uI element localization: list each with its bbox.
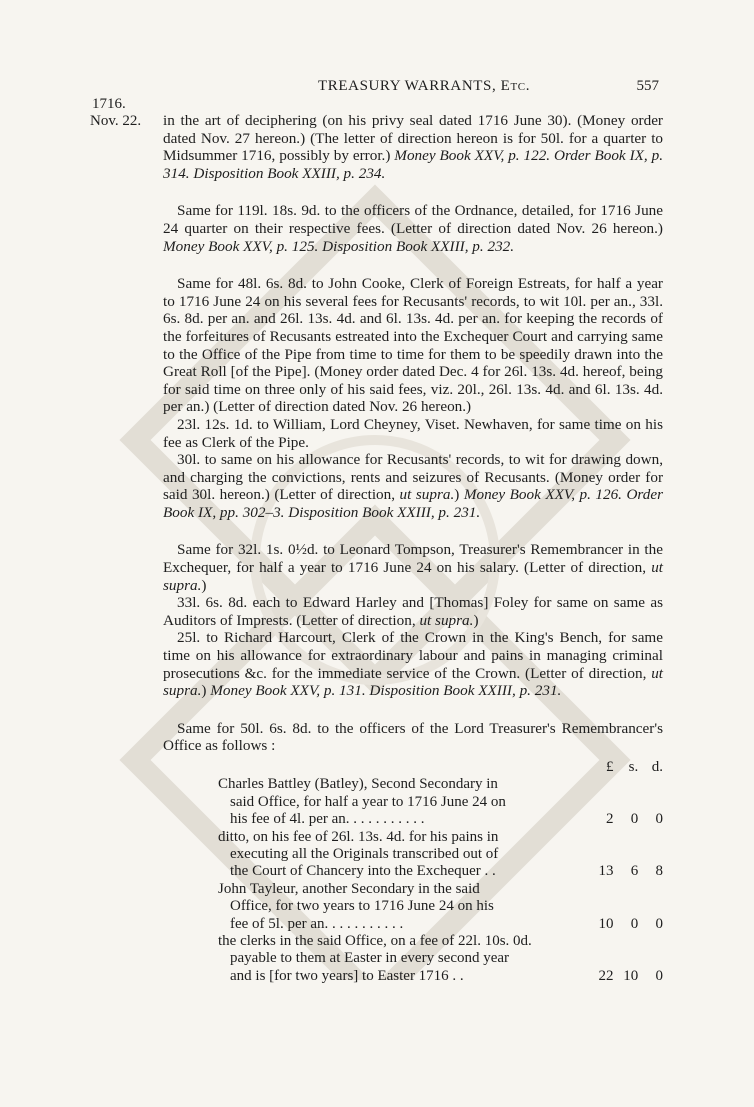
ut-supra: ut supra. bbox=[419, 611, 474, 629]
paragraph-line: is for 50l. for a quarter to Midsummer 1716, possibly by error.) bbox=[163, 129, 664, 165]
fee-line: John Tayleur, another Secondary in the said bbox=[218, 880, 480, 897]
header-pence: d. bbox=[651, 759, 663, 775]
paren-close: ) bbox=[201, 576, 207, 594]
fee-line: ditto, on his fee of 26l. 13s. 4d. for his pains in bbox=[218, 828, 499, 845]
amount-pence: 0 bbox=[655, 811, 663, 828]
amount-shillings: 10 bbox=[623, 967, 639, 984]
amount-shillings: 6 bbox=[630, 863, 639, 880]
fee-table-header bbox=[218, 759, 663, 776]
amount-pounds: 22 bbox=[598, 967, 614, 984]
paragraph-tompson bbox=[163, 541, 663, 594]
paragraph-line: in the art of deciphering (on his privy seal dated 1716 June 30). bbox=[163, 112, 572, 129]
paragraph-text: 23l. 12s. 1d. to William, Lord Cheyney, Viset. Newhaven, for same time on his fee as Clerk of the Pipe. bbox=[163, 415, 663, 451]
header-pounds: £ bbox=[605, 759, 614, 775]
fee-line: payable to them at Easter in every second year bbox=[230, 950, 510, 967]
paragraph-continuation bbox=[163, 112, 663, 182]
paragraph-text: Same for 50l. 6s. 8d. to the officers of the Lord Treasurer's Remembrancer's Office as follows : bbox=[163, 719, 663, 755]
source-references: Money Book XXV, p. 126. Order Book IX, pp. 302–3. Disposition Book XXIII, p. 231. bbox=[163, 486, 664, 521]
margin-date: Nov. 22. bbox=[90, 113, 142, 129]
source-references: Money Book XXV, p. 125. Disposition Book XXIII, p. 232. bbox=[163, 237, 515, 255]
amount-pence: 8 bbox=[655, 863, 663, 880]
paragraph-text: 33l. 6s. 8d. each to Edward Harley and [Thomas] Foley for same on same as Auditors of Imprests. (Letter of direction, bbox=[163, 594, 663, 629]
running-head: TREASURY WARRANTS, Etc. bbox=[318, 78, 531, 94]
fee-line: his fee of 4l. per an. . . . . . . . . . . bbox=[230, 811, 425, 828]
amount-pounds: 2 bbox=[605, 811, 614, 828]
table-row bbox=[218, 881, 663, 933]
paragraph-harley-foley bbox=[163, 594, 663, 629]
paragraph-text: 30l. to same on his allowance for Recusants' records, to wit for drawing down, and charging the convictions, rents and seizures of Recusants. (Money order for said 30l. hereon.) (Letter of direction, bbox=[163, 451, 663, 504]
fee-line: executing all the Originals transcribed out of bbox=[230, 846, 499, 863]
fee-line: Charles Battley (Batley), Second Secondary in bbox=[218, 776, 498, 793]
body-text bbox=[163, 112, 663, 985]
table-row bbox=[218, 829, 663, 881]
ut-supra: ut supra. bbox=[399, 486, 455, 504]
fee-line: and is [for two years] to Easter 1716 . . bbox=[230, 967, 464, 984]
fee-line: the clerks in the said Office, on a fee of 22l. 10s. 0d. bbox=[218, 933, 532, 950]
paragraph-ordnance bbox=[163, 202, 663, 255]
source-references: Money Book XXV, p. 122. Order Book IX, p. 314. Disposition Book XXIII, p. 234. bbox=[163, 147, 663, 182]
fee-line: fee of 5l. per an. . . . . . . . . . . bbox=[230, 915, 404, 932]
paragraph-text: Same for 32l. 1s. 0½d. to Leonard Tompson, Treasurer's Remembrancer in the Exchequer, for half a year to 1716 June 24 on his salary. (Letter of direction, bbox=[163, 541, 663, 577]
table-row bbox=[218, 776, 663, 828]
paren-close: ) bbox=[454, 486, 460, 504]
amount-shillings: 0 bbox=[630, 811, 639, 828]
fee-line: said Office, for half a year to 1716 June 24 on bbox=[230, 793, 506, 810]
fee-table bbox=[218, 759, 663, 985]
amount-pence: 0 bbox=[655, 915, 663, 932]
paragraph-remembrancer-office bbox=[163, 720, 663, 755]
table-row bbox=[218, 933, 663, 985]
paragraph-harcourt bbox=[163, 629, 663, 699]
paren-close: ) bbox=[201, 682, 207, 700]
source-references: Money Book XXV, p. 131. Disposition Book XXIII, p. 231. bbox=[210, 682, 562, 700]
amount-pence: 0 bbox=[655, 967, 663, 984]
ut-supra: ut supra. bbox=[163, 559, 664, 594]
paragraph-text: Same for 119l. 18s. 9d. to the officers of the Ordnance, detailed, for 1716 June 24 quarter on their respective fees. (Letter of direction dated Nov. 26 hereon.) bbox=[163, 202, 663, 237]
ut-supra: ut supra. bbox=[163, 664, 664, 700]
amount-shillings: 0 bbox=[630, 915, 639, 932]
paragraph-recusants bbox=[163, 451, 663, 521]
fee-line: Office, for two years to 1716 June 24 on his bbox=[230, 898, 494, 915]
fee-line: the Court of Chancery into the Exchequer . . bbox=[230, 863, 496, 880]
paragraph-cheyney bbox=[163, 416, 663, 451]
margin-year: 1716. bbox=[92, 96, 126, 112]
paragraph-john-cooke bbox=[163, 275, 663, 416]
paren-close: ) bbox=[473, 611, 479, 629]
paragraph-text: Same for 48l. 6s. 8d. to John Cooke, Clerk of Foreign Estreats, for half a year to 1716 June 24 on his several fees for Recusants' records, to wit 10l. per an., 33l. 6s. 8d. per an. and 26l. 13s. 4d. and 6l. 13s. 4d. per an. for keeping the records of the forfeitures of Recusants estreated into the Exchequer Court and carrying same to the Office of the Pipe from time to time for them to be speedily drawn into the Great Roll [of the Pipe]. (Money order dated Dec. 4 for 26l. 13s. 4d. hereof, being for said time on three only of his said fees, viz. 20l., 26l. 13s. 4d. and 6l. 13s. 4d. per an.) (Letter of direction dated Nov. 26 hereon.) bbox=[163, 275, 663, 416]
header-shillings: s. bbox=[628, 759, 639, 775]
amount-pounds: 10 bbox=[598, 915, 614, 932]
paragraph-line: (Money order dated Nov. 27 hereon.) (The letter of direction hereon bbox=[163, 112, 663, 147]
paragraph-text: 25l. to Richard Harcourt, Clerk of the Crown in the King's Bench, for same time on his allowance for extraordinary labour and pains in managing criminal prosecutions &c. for the immediate service of the Crown. (Letter of direction, bbox=[163, 629, 663, 682]
amount-pounds: 13 bbox=[598, 863, 614, 880]
page-number: 557 bbox=[636, 78, 659, 94]
